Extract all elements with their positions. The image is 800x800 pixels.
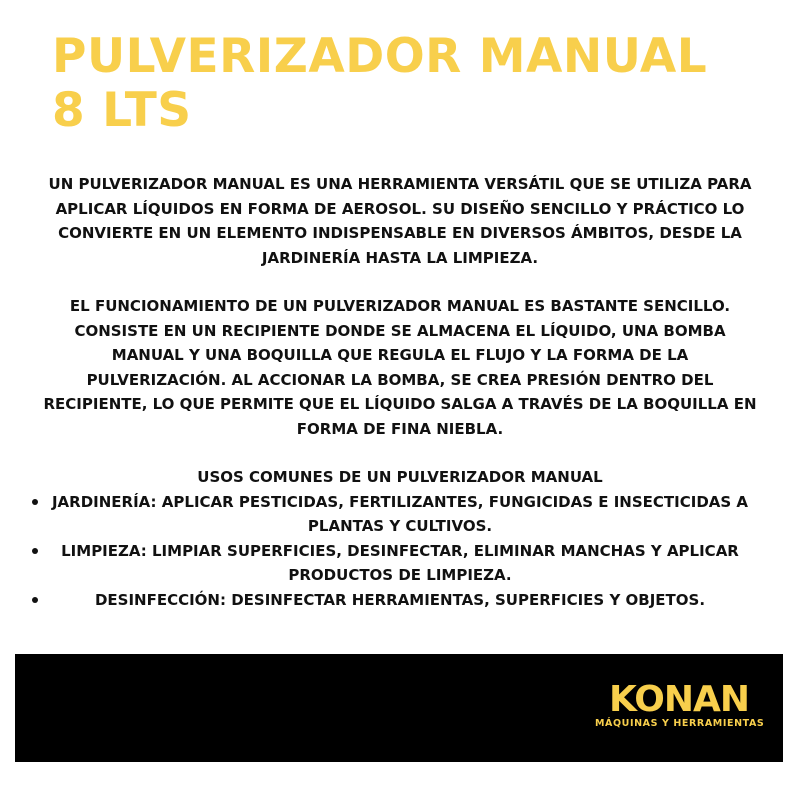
uses-list — [20, 490, 780, 613]
list-item — [20, 588, 780, 613]
list-item — [20, 490, 780, 539]
function-line: PULVERIZACIÓN. AL ACCIONAR LA BOMBA, SE CREA PRESIÓN DENTRO DEL — [86, 370, 714, 389]
list-item-line: JARDINERÍA: APLICAR PESTICIDAS, FERTILIZANTES, FUNGICIDAS E INSECTICIDAS A — [51, 492, 749, 511]
list-item-line: PRODUCTOS DE LIMPIEZA. — [288, 566, 512, 584]
intro-paragraph — [20, 172, 780, 270]
function-line: MANUAL Y UNA BOQUILLA QUE REGULA EL FLUJO Y LA FORMA DE LA — [111, 346, 689, 364]
bullet-icon — [32, 539, 38, 564]
title-line-1: PULVERIZADOR MANUAL — [52, 29, 708, 84]
description — [20, 172, 780, 612]
function-paragraph — [20, 294, 780, 441]
function-line: FORMA DE FINA NIEBLA. — [296, 419, 504, 438]
logo-wordmark: KONAN — [608, 679, 749, 720]
intro-line: UN PULVERIZADOR MANUAL ES UNA HERRAMIENTA VERSÁTIL QUE SE UTILIZA PARA — [48, 175, 752, 193]
brand-logo — [595, 679, 765, 730]
intro-line: APLICAR LÍQUIDOS EN FORMA DE AEROSOL. SU DISEÑO SENCILLO Y PRÁCTICO LO — [55, 199, 745, 218]
logo-tagline: MÁQUINAS Y HERRAMIENTAS — [595, 718, 765, 729]
list-item — [20, 539, 780, 588]
function-line: RECIPIENTE, LO QUE PERMITE QUE EL LÍQUIDO SALGA A TRAVÉS DE LA BOQUILLA EN — [43, 395, 757, 413]
function-line: EL FUNCIONAMIENTO DE UN PULVERIZADOR MANUAL ES BASTANTE SENCILLO. — [69, 297, 731, 315]
intro-line: JARDINERÍA HASTA LA LIMPIEZA. — [261, 248, 539, 267]
list-item-line: DESINFECCIÓN: DESINFECTAR HERRAMIENTAS, SUPERFICIES Y OBJETOS. — [94, 590, 706, 609]
list-item-line: PLANTAS Y CULTIVOS. — [307, 517, 493, 535]
footer-banner — [15, 654, 783, 762]
title-line-2: 8 LTS — [52, 83, 192, 138]
list-item-line: LIMPIEZA: LIMPIAR SUPERFICIES, DESINFECTAR, ELIMINAR MANCHAS Y APLICAR — [61, 541, 739, 560]
function-line: CONSISTE EN UN RECIPIENTE DONDE SE ALMACENA EL LÍQUIDO, UNA BOMBA — [74, 321, 726, 340]
page-title — [52, 30, 707, 138]
uses-heading: USOS COMUNES DE UN PULVERIZADOR MANUAL — [197, 468, 603, 486]
intro-line: CONVIERTE EN UN ELEMENTO INDISPENSABLE EN DIVERSOS ÁMBITOS, DESDE LA — [58, 224, 742, 242]
bullet-icon — [32, 490, 38, 515]
bullet-icon — [32, 588, 38, 613]
